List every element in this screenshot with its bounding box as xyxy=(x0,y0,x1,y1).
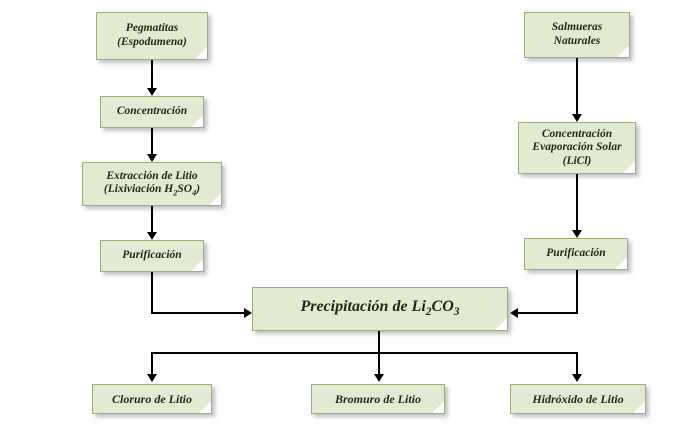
arrowhead-down-8 xyxy=(572,374,582,382)
node-pegmatitas-label: Pegmatitas (Espodumena) xyxy=(117,22,187,48)
connector-purificacion-izq-elbow-v xyxy=(151,272,153,314)
node-purificacion-derecha[interactable] xyxy=(524,238,628,270)
node-concentracion-label: Concentración xyxy=(116,105,188,118)
connector-products-bus xyxy=(151,352,578,354)
node-hidroxido-de-litio[interactable] xyxy=(510,384,646,414)
node-salmueras-naturales-label: Salmueras Naturales xyxy=(551,21,603,47)
node-purificacion-derecha-label: Purificación xyxy=(546,247,606,260)
node-cloruro-de-litio-label: Cloruro de Litio xyxy=(111,391,192,406)
node-extraccion-litio[interactable] xyxy=(82,162,222,206)
node-concentracion[interactable] xyxy=(100,96,204,128)
connector-concentracion-extraccion xyxy=(151,128,153,156)
connector-precipitacion-stem xyxy=(378,331,380,353)
node-hidroxido-de-litio-label: Hidróxido de Litio xyxy=(532,391,624,406)
node-extraccion-litio-label: Extracción de Litio (Lixiviación $H_2SO_4$) xyxy=(103,169,201,198)
connector-to-bromuro xyxy=(378,352,380,376)
node-concentracion-evaporacion-solar-label: Concentración Evaporación Solar (LiCl) xyxy=(532,127,622,167)
arrowhead-down-6 xyxy=(147,374,157,382)
arrowhead-right-1 xyxy=(244,308,252,318)
connector-purificacion-izq-elbow-h xyxy=(151,312,246,314)
connector-salmueras-concentracion xyxy=(576,58,578,116)
node-cloruro-de-litio[interactable] xyxy=(92,384,212,414)
node-salmueras-naturales[interactable] xyxy=(524,12,630,58)
node-purificacion-izquierda[interactable] xyxy=(100,240,204,272)
arrowhead-down-7 xyxy=(374,374,384,382)
node-precipitacion-label: Precipitación de $Li_2CO_3$ xyxy=(300,298,460,319)
connector-concentracion-purificacion-der xyxy=(576,174,578,232)
arrowhead-down-1 xyxy=(147,88,157,96)
connector-purificacion-der-elbow-v xyxy=(576,270,578,314)
arrowhead-down-3 xyxy=(147,232,157,240)
node-pegmatitas[interactable] xyxy=(96,12,208,60)
node-purificacion-izquierda-label: Purificación xyxy=(122,249,182,262)
connector-extraccion-purificacion xyxy=(151,206,153,234)
node-bromuro-de-litio-label: Bromuro de Litio xyxy=(334,391,421,406)
connector-to-hidroxido xyxy=(576,352,578,376)
arrowhead-down-2 xyxy=(147,154,157,162)
node-concentracion-evaporacion-solar[interactable] xyxy=(518,122,636,174)
node-precipitacion[interactable] xyxy=(252,287,508,331)
node-bromuro-de-litio[interactable] xyxy=(311,384,445,414)
connector-pegmatitas-concentracion xyxy=(151,60,153,90)
connector-purificacion-der-elbow-h xyxy=(518,312,578,314)
connector-to-cloruro xyxy=(151,352,153,376)
arrowhead-down-5 xyxy=(572,230,582,238)
arrowhead-down-4 xyxy=(572,114,582,122)
arrowhead-left-1 xyxy=(510,308,518,318)
